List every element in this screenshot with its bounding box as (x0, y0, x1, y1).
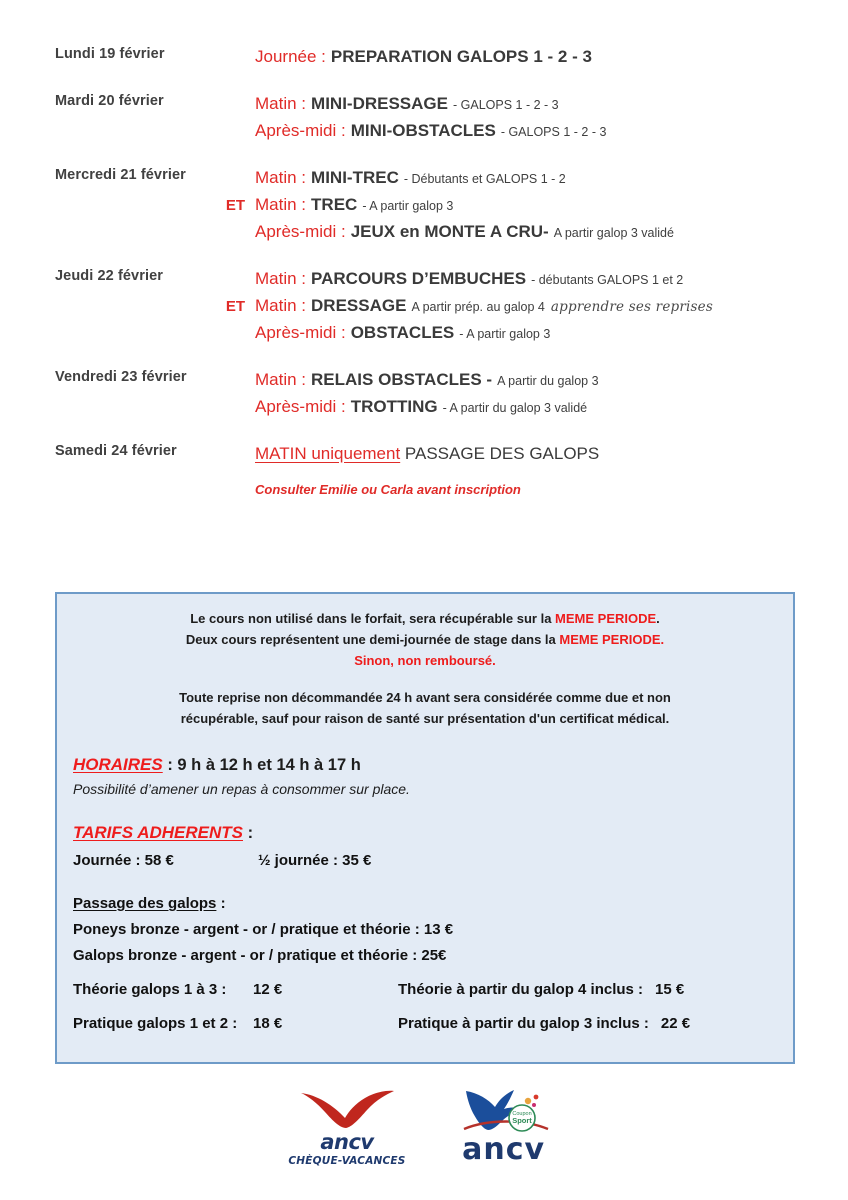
day-entries (200, 367, 848, 421)
coupon-badge-line1: Coupon (511, 1111, 532, 1117)
horaires-label: HORAIRES (73, 755, 163, 774)
entry-activity: RELAIS OBSTACLES - (311, 370, 493, 389)
et-marker-placeholder (200, 477, 255, 503)
entry-activity: DRESSAGE (311, 296, 407, 315)
entry-period: Après-midi : (255, 397, 346, 416)
day-label: Jeudi 22 février (55, 268, 163, 284)
notice-block (73, 608, 777, 729)
entry-activity: MINI-TREC (311, 168, 399, 187)
theorie-left-value: 12 € (253, 981, 283, 998)
saturday-note-row (200, 468, 848, 503)
saturday-entries (200, 441, 848, 503)
tarif-demi-journee: ½ journée : 35 € (258, 852, 372, 869)
notice-line-1 (73, 608, 777, 629)
poneys-price-line: Poneys bronze - argent - or / pratique et théorie : 13 € (73, 921, 454, 938)
day-label-saturday: Samedi 24 février (55, 443, 177, 459)
theorie-right-label: Théorie à partir du galop 4 inclus : (398, 981, 644, 998)
notice-line-1-highlight: MEME PERIODE (555, 611, 657, 626)
schedule-list (0, 44, 848, 523)
entry-detail: - débutants GALOPS 1 et 2 (531, 273, 684, 287)
logo-strip (0, 1085, 848, 1167)
entry-detail: - A partir galop 3 (362, 199, 454, 213)
tarifs-colon: : (243, 824, 254, 842)
schedule-row (0, 266, 848, 347)
et-marker: ET (225, 298, 245, 315)
et-marker-placeholder (200, 368, 255, 394)
tarifs-heading (73, 823, 777, 843)
et-marker-placeholder (200, 442, 255, 468)
notice-line-4: Toute reprise non décommandée 24 h avant sera considérée comme due et non (179, 690, 671, 705)
entry-activity: OBSTACLES (350, 323, 455, 342)
pratique-left-value: 18 € (253, 1015, 283, 1032)
entry-period: Après-midi : (255, 222, 346, 241)
schedule-row (0, 165, 848, 246)
ancv-coupon-sport-logo (448, 1085, 560, 1167)
entry-activity: TREC (311, 195, 358, 214)
schedule-entry (200, 192, 848, 219)
theorie-right-value: 15 € (655, 981, 685, 998)
day-label: Vendredi 23 février (55, 369, 187, 385)
entry-script-note: apprendre ses reprises (550, 299, 713, 315)
pratique-left-label: Pratique galops 1 et 2 : (73, 1015, 238, 1032)
et-marker-placeholder (200, 92, 255, 118)
saturday-note: Consulter Emilie ou Carla avant inscription (255, 482, 521, 497)
day-entries (200, 91, 848, 145)
schedule-entry (200, 219, 848, 246)
info-box (55, 592, 795, 1064)
schedule-entry (200, 320, 848, 347)
saturday-highlight: MATIN uniquement (255, 444, 401, 463)
pratique-right-value: 22 € (660, 1015, 691, 1032)
passage-heading-colon: : (216, 895, 226, 912)
entry-period: Matin : (255, 269, 307, 288)
notice-line-2-text: Deux cours représentent une demi-journée de stage dans la (185, 632, 560, 647)
entry-period: Après-midi : (255, 121, 346, 140)
schedule-entry (200, 165, 848, 192)
entry-period: Matin : (255, 370, 307, 389)
tarif-journee: Journée : 58 € (73, 852, 174, 869)
schedule-entry (200, 394, 848, 421)
entry-detail: A partir du galop 3 (497, 374, 599, 388)
schedule-entry (200, 91, 848, 118)
entry-period: Matin : (255, 168, 307, 187)
entry-detail: A partir prép. au galop 4 (411, 300, 545, 314)
ancv-wordmark: ancv (320, 1130, 374, 1154)
entry-detail: - GALOPS 1 - 2 - 3 (453, 98, 559, 112)
et-marker-placeholder (200, 45, 255, 71)
notice-line-1-text: Le cours non utilisé dans le forfait, sera récupérable sur la (190, 611, 556, 626)
entry-period: Matin : (255, 296, 307, 315)
horaires-value: : 9 h à 12 h et 14 h à 17 h (162, 756, 361, 774)
theorie-right (398, 981, 684, 998)
entry-detail: - Débutants et GALOPS 1 - 2 (403, 172, 566, 186)
et-marker-placeholder (200, 321, 255, 347)
schedule-entry (200, 367, 848, 394)
spacer (73, 671, 777, 687)
ancv-cheque-vacances-logo (288, 1085, 405, 1167)
entry-activity: MINI-OBSTACLES (350, 121, 496, 140)
saturday-entry (200, 441, 848, 468)
et-marker-placeholder (200, 220, 255, 246)
day-label: Mardi 20 février (55, 93, 164, 109)
ancv-sport-wordmark: ancv (462, 1132, 546, 1167)
schedule-entry (200, 266, 848, 293)
entry-period: Journée : (255, 47, 326, 66)
entry-period: Matin : (255, 94, 307, 113)
entry-detail: - GALOPS 1 - 2 - 3 (500, 125, 607, 139)
entry-activity: JEUX en MONTE A CRU- (350, 222, 549, 241)
day-entries (200, 44, 848, 71)
entry-activity: MINI-DRESSAGE (311, 94, 448, 113)
schedule-row-saturday (0, 441, 848, 503)
et-marker-placeholder (200, 119, 255, 145)
notice-line-5: récupérable, sauf pour raison de santé sur présentation d'un certificat médical. (180, 711, 670, 726)
pratique-price-row (73, 1015, 777, 1032)
schedule-row (0, 367, 848, 421)
theorie-price-row (73, 981, 777, 998)
cheque-vacances-label: CHÈQUE-VACANCES (288, 1155, 406, 1167)
entry-period: Matin : (255, 195, 307, 214)
tarifs-label: TARIFS ADHERENTS (73, 823, 243, 842)
theorie-left-label: Théorie galops 1 à 3 : (73, 981, 227, 998)
et-marker-placeholder (200, 267, 255, 293)
day-entries (200, 165, 848, 246)
entry-period: Après-midi : (255, 323, 346, 342)
entry-detail: - A partir du galop 3 validé (442, 401, 588, 415)
notice-line-2-highlight: MEME PERIODE. (559, 632, 665, 647)
et-marker-placeholder (200, 166, 255, 192)
passage-heading (73, 895, 777, 912)
schedule-row (0, 44, 848, 71)
et-marker-placeholder (200, 395, 255, 421)
seagull-icon (295, 1085, 399, 1129)
schedule-entry (200, 44, 848, 71)
et-marker: ET (225, 197, 245, 214)
entry-activity: PREPARATION GALOPS 1 - 2 - 3 (330, 47, 592, 66)
theorie-left (73, 981, 398, 998)
entry-activity: TROTTING (350, 397, 438, 416)
saturday-text (255, 441, 599, 467)
coupon-badge-line2: Sport (511, 1116, 532, 1125)
horaires-subnote: Possibilité d’amener un repas à consommer sur place. (73, 781, 410, 797)
tarifs-row (73, 852, 777, 869)
day-label: Lundi 19 février (55, 46, 165, 62)
notice-line-2 (73, 629, 777, 650)
schedule-entry (200, 118, 848, 145)
pratique-right (398, 1015, 690, 1032)
galops-price-line: Galops bronze - argent - or / pratique et théorie : 25€ (73, 947, 447, 964)
passage-heading-label: Passage des galops (73, 895, 217, 912)
day-entries (200, 266, 848, 347)
entry-activity: PARCOURS D’EMBUCHES (311, 269, 527, 288)
day-label: Mercredi 21 février (55, 167, 186, 183)
blue-bird-icon (448, 1085, 560, 1137)
pratique-left (73, 1015, 398, 1032)
horaires-heading (73, 755, 777, 775)
entry-detail: A partir galop 3 validé (553, 226, 674, 240)
saturday-rest: PASSAGE DES GALOPS (400, 444, 600, 463)
schedule-entry (200, 293, 848, 320)
schedule-row (0, 91, 848, 145)
pratique-right-label: Pratique à partir du galop 3 inclus : (398, 1015, 649, 1032)
entry-detail: - A partir galop 3 (459, 327, 551, 341)
notice-line-1-end: . (656, 611, 660, 626)
notice-line-3: Sinon, non remboursé. (354, 653, 496, 668)
